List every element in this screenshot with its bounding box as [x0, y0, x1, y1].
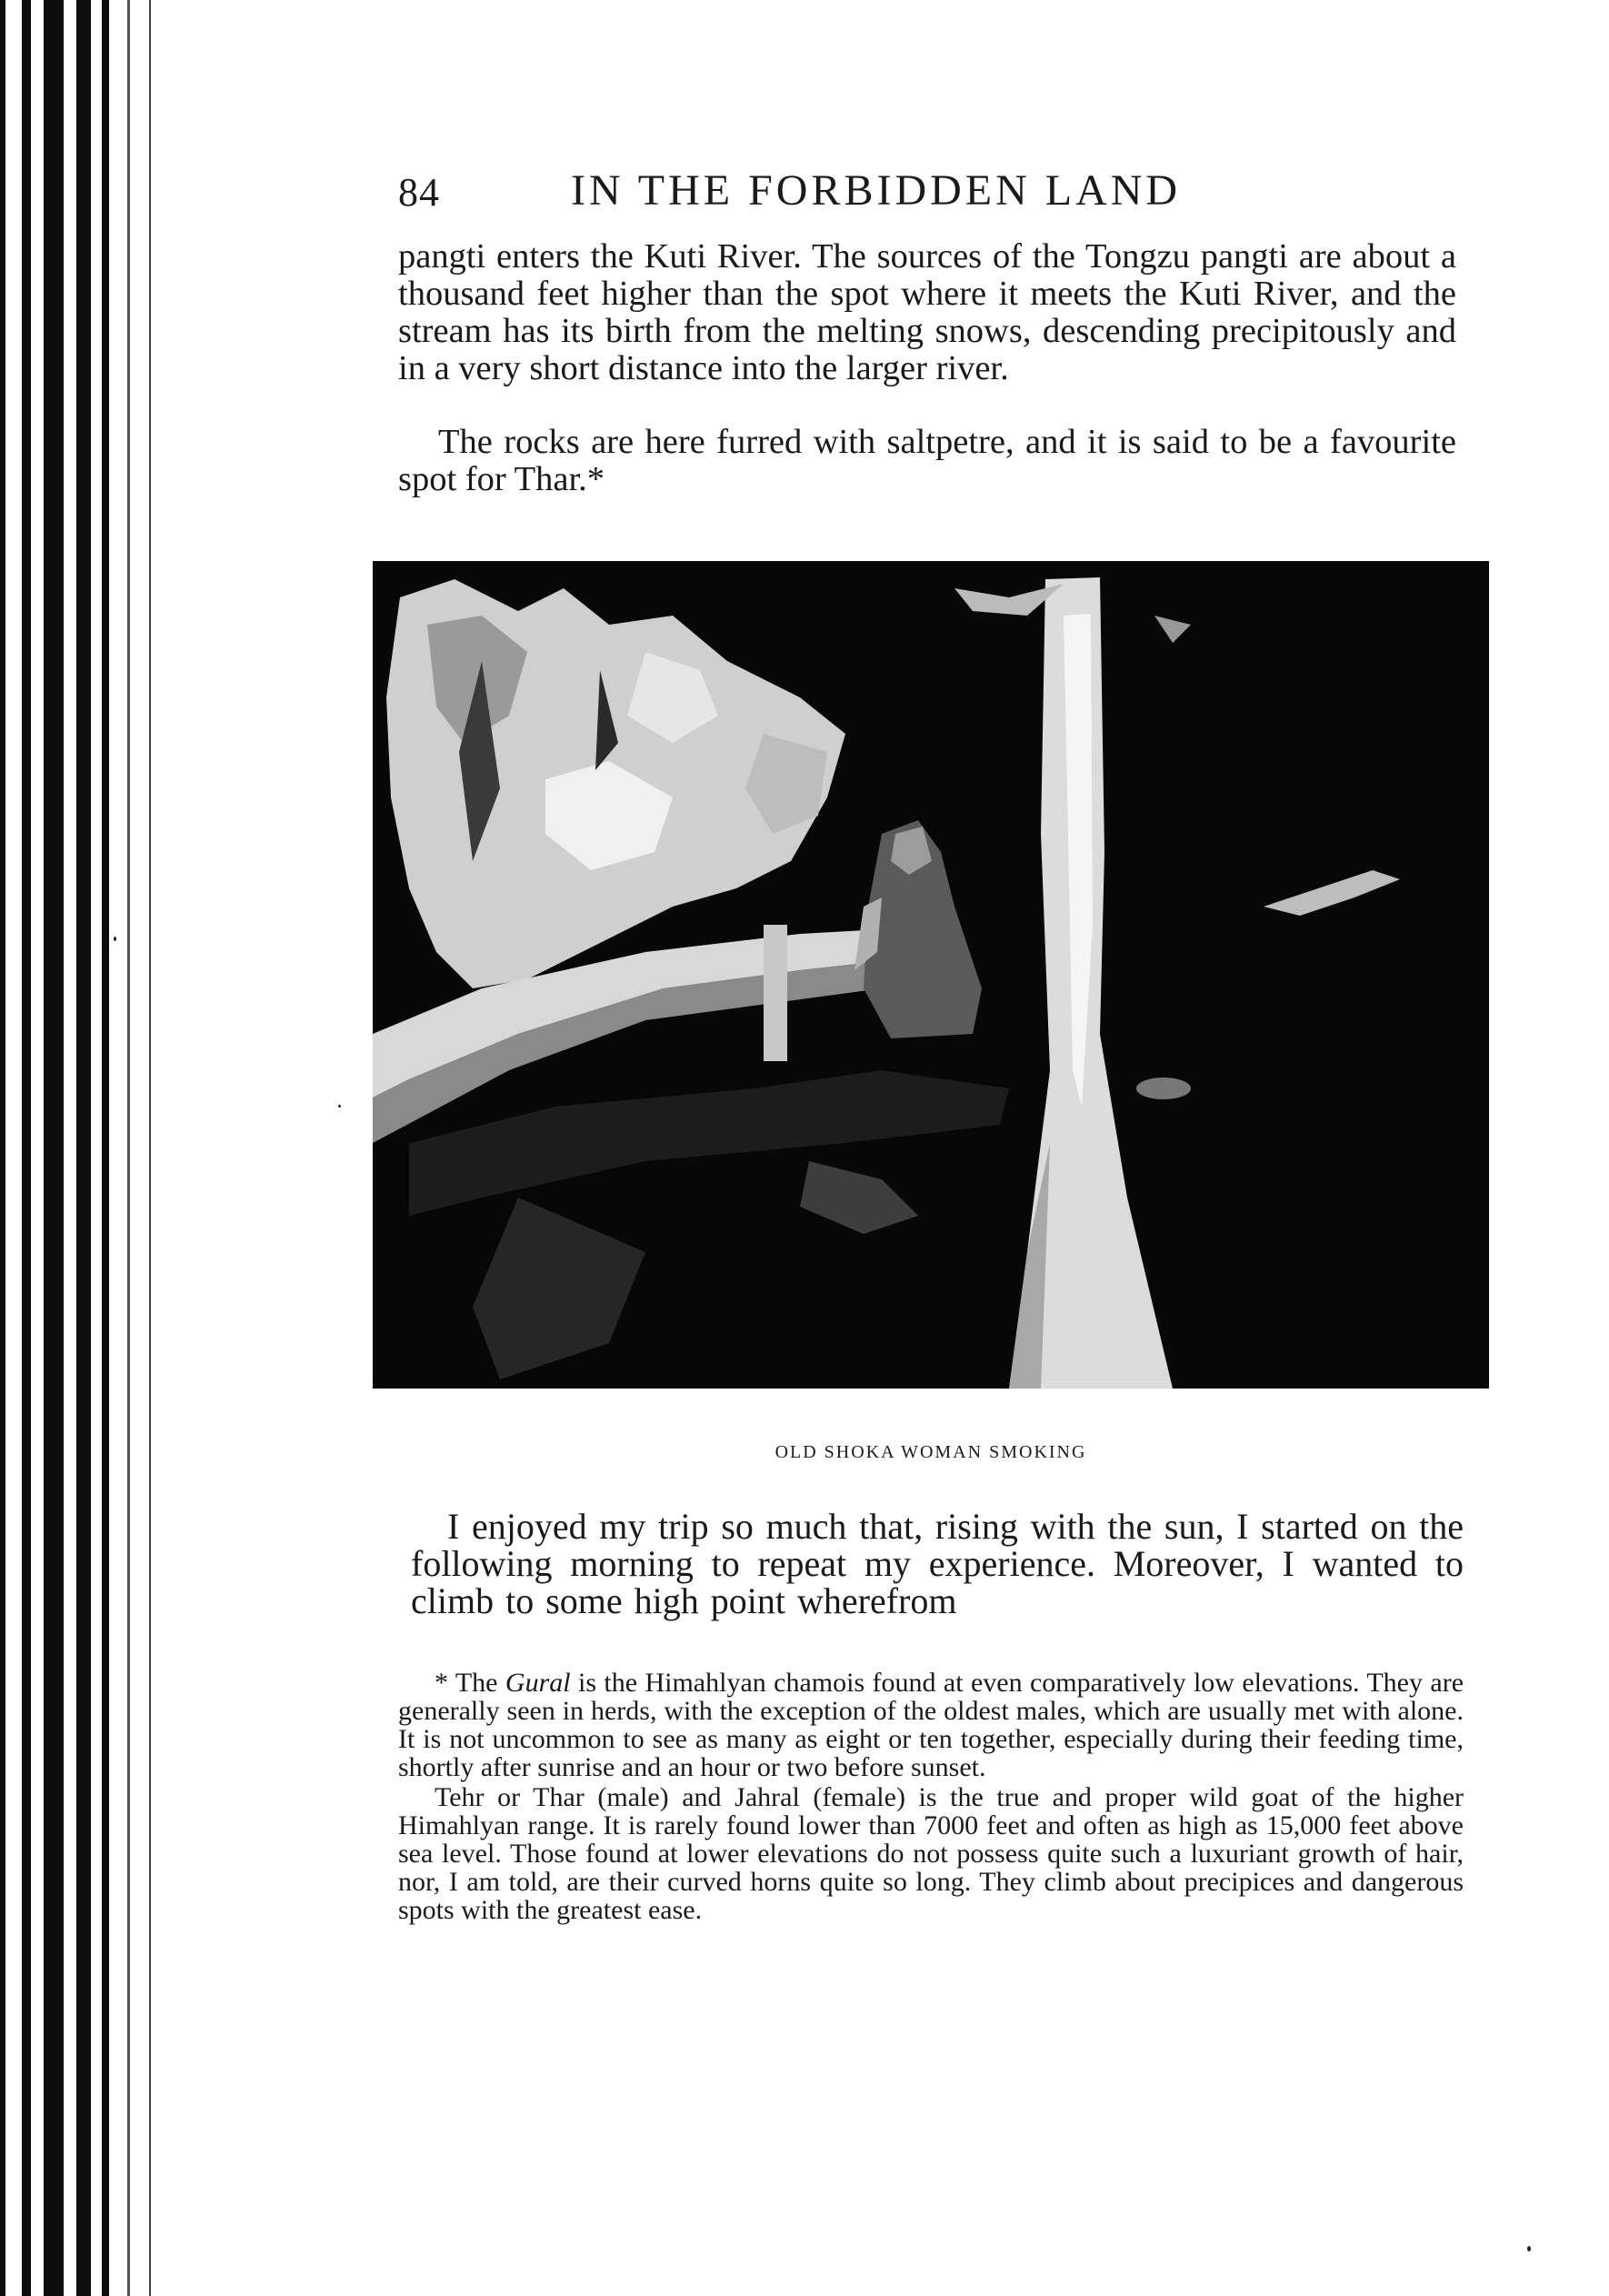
body-paragraph-2: The rocks are here furred with saltpetre, and it is said to be a favourite spot for Thar.*	[398, 423, 1456, 498]
footnote-1-post: is the Himahlyan chamois found at even comparatively low elevations. They are generally seen in herds, with the exception of the oldest males, which are usually met with alone. It is not uncommon to see as many as eight or ten together, especially during their feeding time, shortly after sunrise and an hour or two before sunset.	[398, 1668, 1464, 1782]
body-paragraph-3: I enjoyed my trip so much that, rising with the sun, I started on the following morning to repeat my experience. Moreover, I wanted to climb to some high point wherefrom	[411, 1506, 1464, 1621]
page-number: 84	[398, 170, 440, 215]
running-title: IN THE FORBIDDEN LAND	[571, 166, 1182, 215]
body-paragraph-1: pangti enters the Kuti River. The sources of the Tongzu pangti are about a thousand feet higher than the spot where it meets the Kuti River, and the stream has its birth from the melting snows, descending precipitously and in a very short distance into the larger river.	[398, 237, 1456, 387]
footnote-thar: Tehr or Thar (male) and Jahral (female) is the true and proper wild goat of the higher Himahlyan range. It is rarely found lower than 7000 feet and often as high as 15,000 feet above sea level. Those found at lower elevations do not possess quite such a luxuriant growth of hair, nor, I am told, are their curved horns quite so long. They climb about precipices and dangerous spots with the greatest ease.	[398, 1782, 1464, 1925]
running-head	[398, 165, 1307, 220]
footnote-1-italic: Gural	[505, 1668, 571, 1698]
photograph	[373, 561, 1489, 1389]
footnote-1-pre: The	[455, 1668, 498, 1698]
footnote-marker: *	[435, 1668, 448, 1698]
footnote-gural	[398, 1669, 1464, 1781]
footnotes	[398, 1669, 1464, 1926]
figure-caption: OLD SHOKA WOMAN SMOKING	[775, 1442, 1087, 1462]
photograph-illustration	[373, 561, 1489, 1389]
